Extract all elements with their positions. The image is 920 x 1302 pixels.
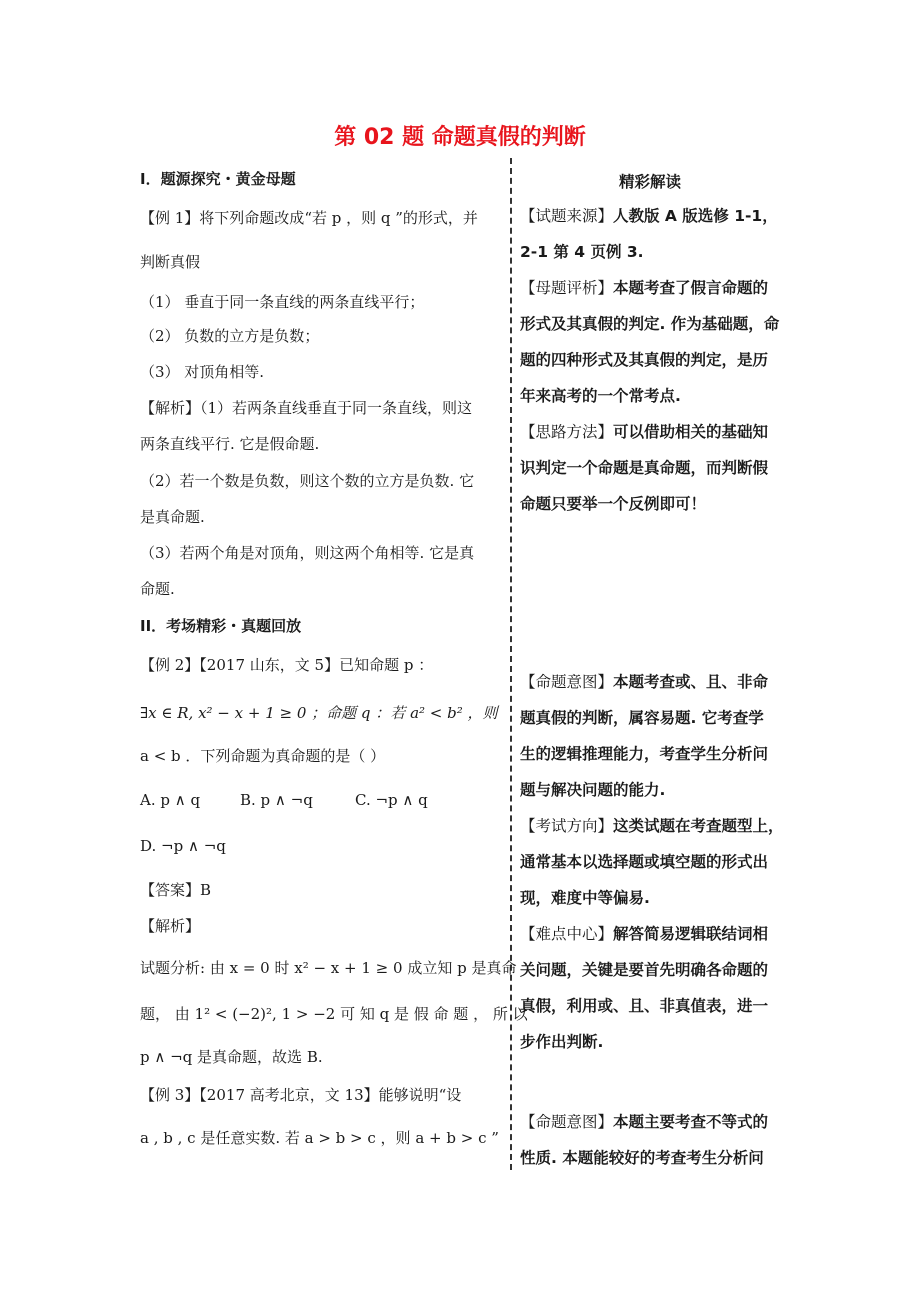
method-line-1 bbox=[520, 420, 768, 442]
example-3-line-2: a , b , c 是任意实数. 若 a > b > c ，则 a + b > c ” bbox=[140, 1129, 499, 1147]
example-1-line-2: 判断真假 bbox=[140, 253, 201, 271]
difficulty-line-1 bbox=[520, 922, 768, 944]
solution-2-line-1: （2）若一个数是负数，则这个数的立方是负数. 它 bbox=[140, 472, 475, 490]
option-c: C. ¬p ∧ q bbox=[355, 791, 428, 809]
analysis-commentary-line-3: 题的四种形式及其真假的判定，是历 bbox=[520, 351, 769, 369]
solution-1-line-2: 两条直线平行. 它是假命题. bbox=[140, 435, 320, 453]
intent-line-1 bbox=[520, 670, 768, 692]
example-1-item-3: （3） 对顶角相等. bbox=[140, 363, 265, 381]
analysis-commentary-line-4: 年来高考的一个常考点. bbox=[520, 387, 681, 405]
difficulty-line-4: 步作出判断. bbox=[520, 1033, 604, 1051]
intent-line-4: 题与解决问题的能力. bbox=[520, 781, 666, 799]
intent-2-line-2: 性质. 本题能较好的考查考生分析问 bbox=[520, 1149, 764, 1167]
example-1-line-1: 【例 1】将下列命题改成“若 p ，则 q ”的形式，并 bbox=[140, 209, 478, 227]
example-2-line-3: a < b ．下列命题为真命题的是（ ） bbox=[140, 747, 386, 765]
solution-1-line-1: 【解析】（1）若两条直线垂直于同一条直线，则这 bbox=[140, 399, 473, 417]
analysis-label: 【解析】 bbox=[140, 917, 201, 935]
intent-line-2: 题真假的判断，属容易题. 它考查学 bbox=[520, 709, 764, 727]
commentary-heading: 精彩解读 bbox=[618, 173, 681, 191]
solution-3-line-1: （3）若两个角是对顶角，则这两个角相等. 它是真 bbox=[140, 544, 475, 562]
option-d: D. ¬p ∧ ¬q bbox=[140, 837, 226, 855]
difficulty-line-3: 真假，利用或、且、非真值表，进一 bbox=[520, 997, 769, 1015]
intent-2-tag: 【命题意图】 bbox=[520, 1113, 614, 1131]
analysis-commentary-tag: 【母题评析】 bbox=[520, 279, 614, 297]
source-line-2: 2-1 第 4 页例 3. bbox=[520, 243, 644, 261]
solution-2-line-2: 是真命题. bbox=[140, 508, 205, 526]
analysis-line-3: p ∧ ¬q 是真命题，故选 B. bbox=[140, 1048, 323, 1066]
option-b: B. p ∧ ¬q bbox=[240, 791, 313, 809]
example-2-line-1: 【例 2】【2017 山东，文 5】已知命题 p ： bbox=[140, 656, 434, 674]
direction-text: 这类试题在考查题型上， bbox=[613, 817, 784, 835]
intent-2-text: 本题主要考查不等式的 bbox=[613, 1113, 769, 1131]
section-heading-2: II．考场精彩・真题回放 bbox=[140, 617, 302, 635]
difficulty-text: 解答简易逻辑联结词相 bbox=[613, 925, 769, 943]
intent-tag: 【命题意图】 bbox=[520, 673, 614, 691]
source-tag: 【试题来源】 bbox=[520, 207, 614, 225]
analysis-commentary-line-1 bbox=[520, 276, 768, 298]
method-text: 可以借助相关的基础知 bbox=[613, 423, 769, 441]
analysis-line-1: 试题分析: 由 x = 0 时 x² − x + 1 ≥ 0 成立知 p 是真命 bbox=[140, 959, 517, 977]
source-line-1 bbox=[520, 204, 778, 226]
section-heading-1: I．题源探究・黄金母题 bbox=[140, 170, 296, 188]
example-3-line-1: 【例 3】【2017 高考北京，文 13】能够说明“设 bbox=[140, 1086, 462, 1104]
intent-line-3: 生的逻辑推理能力，考查学生分析问 bbox=[520, 745, 769, 763]
example-2-line-2: ∃x ∈ R, x² − x + 1 ≥ 0 ；命题 q ：若 a² < b² ，则 bbox=[140, 704, 498, 722]
analysis-commentary-line-2: 形式及其真假的判定. 作为基础题，命 bbox=[520, 315, 780, 333]
direction-line-3: 现，难度中等偏易. bbox=[520, 889, 650, 907]
intent-2-line-1 bbox=[520, 1110, 768, 1132]
answer: 【答案】B bbox=[140, 881, 212, 899]
analysis-line-2: 题， 由 1² < (−2)², 1 > −2 可 知 q 是 假 命 题 ， 所 以 bbox=[140, 1005, 528, 1023]
difficulty-tag: 【难点中心】 bbox=[520, 925, 614, 943]
method-line-2: 识判定一个命题是真命题，而判断假 bbox=[520, 459, 769, 477]
intent-text: 本题考查或、且、非命 bbox=[613, 673, 769, 691]
method-line-3: 命题只要举一个反例即可！ bbox=[520, 495, 707, 513]
page-title: 第 02 题 命题真假的判断 bbox=[334, 125, 586, 150]
method-tag: 【思路方法】 bbox=[520, 423, 614, 441]
difficulty-line-2: 关问题，关键是要首先明确各命题的 bbox=[520, 961, 769, 979]
analysis-commentary-text: 本题考查了假言命题的 bbox=[613, 279, 769, 297]
direction-line-2: 通常基本以选择题或填空题的形式出 bbox=[520, 853, 769, 871]
example-1-item-2: （2） 负数的立方是负数； bbox=[140, 327, 320, 345]
solution-3-line-2: 命题. bbox=[140, 580, 175, 598]
direction-tag: 【考试方向】 bbox=[520, 817, 614, 835]
direction-line-1 bbox=[520, 814, 784, 836]
option-a: A. p ∧ q bbox=[140, 791, 201, 809]
source-text: 人教版 A 版选修 1-1， bbox=[613, 207, 778, 225]
example-1-item-1: （1） 垂直于同一条直线的两条直线平行； bbox=[140, 293, 425, 311]
